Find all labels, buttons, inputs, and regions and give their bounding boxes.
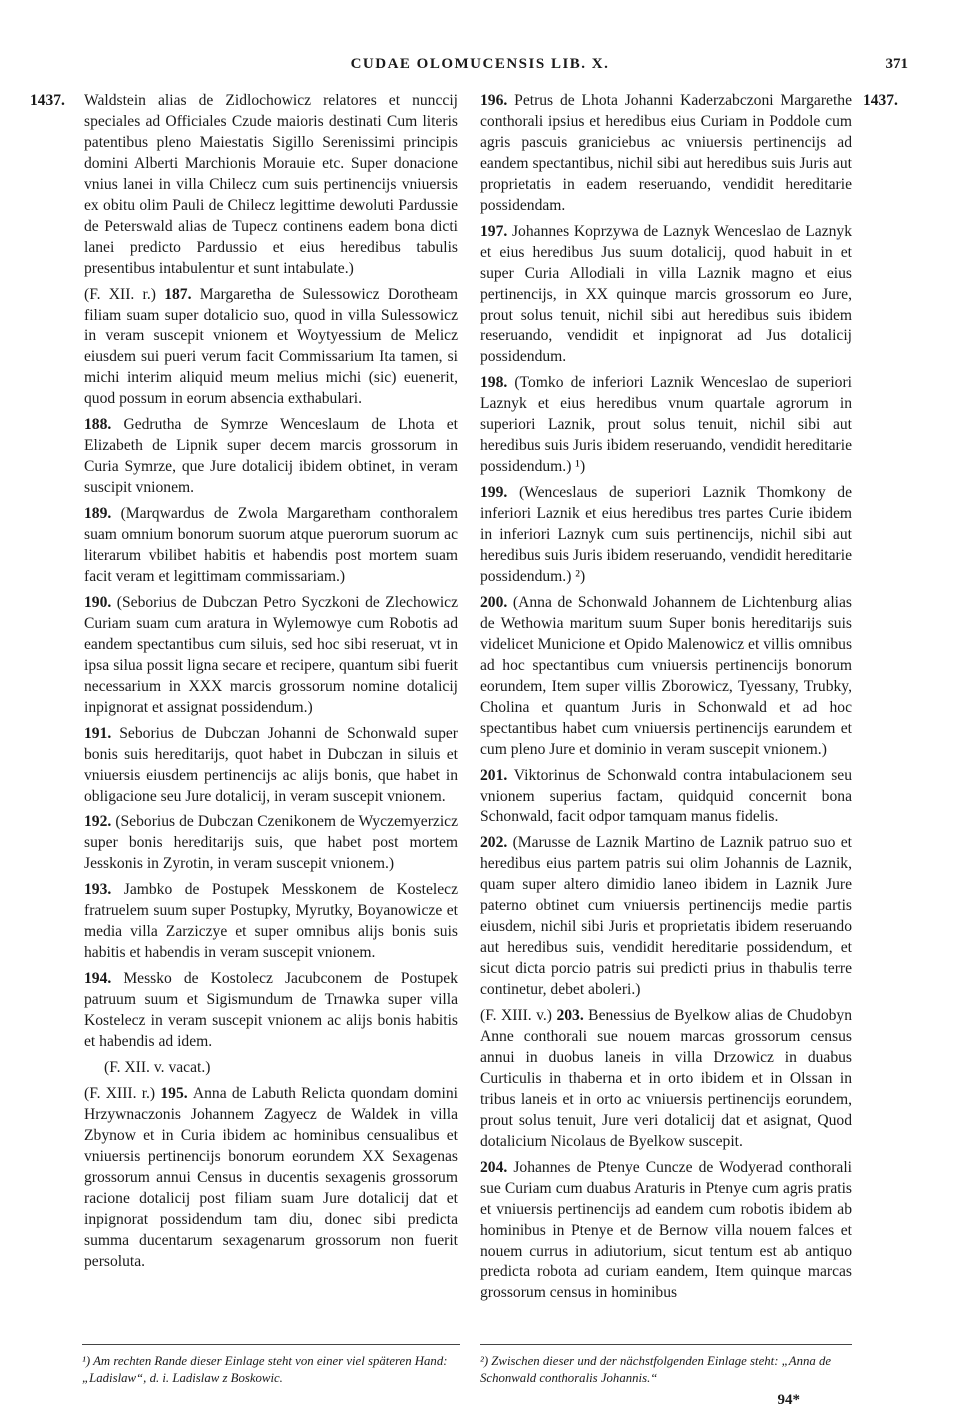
- running-head: [0, 56, 960, 76]
- entry-text: (Tomko de inferiori Laznik Wenceslao de superiori Laznyk et eius heredibus vnum quartale agrorum in superiori Laznik, prout solus tenuit, nichil sibi aut heredibus suis Juris ibidem reseruando, vendidit hereditarie possidendum.) ¹): [480, 374, 852, 476]
- footnote-rule-left: [82, 1344, 460, 1345]
- entry-paragraph: [84, 504, 458, 588]
- entry-number: 203.: [556, 1007, 589, 1025]
- footnote-left: ¹) Am rechten Rande dieser Einlage steht von einer viel späteren Hand: „Ladislaw“, d. i. Ladislaw z Boskowic.: [82, 1354, 448, 1385]
- entry-number: 195.: [160, 1084, 193, 1102]
- entry-text: Anna de Labuth Relicta quondam domini Hrzywnaczonis Johannem Zagyecz de Waldek in villa Zbynow et in Curia ibidem ac hominibus censualibus et vniuersis pertinencijs bonorum eorundem XX Sexagenas grossorum annui Census in ducentis sexagenis grossorum racione dotalicij post filiam suam Jure dotalicij dat et inpignorat possidendum tam diu, donec sibi predicta summa ducentarum sexagenarum grossorum non fuerit persoluta.: [84, 1084, 459, 1270]
- entry-paragraph: [84, 593, 458, 719]
- entry-number: 201.: [480, 766, 514, 784]
- entry-paragraph: [480, 1158, 852, 1305]
- folio-marker: (F. XIII. v.): [480, 1007, 557, 1025]
- entry-paragraph: [480, 373, 852, 478]
- entry-text: Viktorinus de Schonwald contra intabulacionem seu vnionem superius factam, quidquid concernit bona Schonwald, facit odpor tamquam manus fidelis.: [480, 766, 852, 826]
- entry-text: Petrus de Lhota Johanni Kaderzabczoni Margarethe conthorali ipsius et heredibus eius Curiam in Poddole cum agris pascuis graniciebus ac vniuersis pertinencijs ad eandem spectantibus, nichil sibi aut heredibus suis Juris aut proprietatis in eadem reseruando, vendidit hereditarie possidendam.: [480, 92, 853, 214]
- year-marker-right: 1437.: [863, 92, 898, 109]
- entry-number: 197.: [480, 222, 512, 240]
- entry-paragraph: [480, 593, 852, 761]
- entry-text: Margaretha de Sulessowicz Dorotheam filiam suam super dotalicio suo, quod in villa Sulessowicz in veram suscepit vnionem et Woytyessium de Melicz eiusdem sui pueri verum facit Commissarium Ita tamen, si michi interim aliquid meum melius michi (sic) euenerit, quod possum in eorum absencia exthabulari.: [84, 285, 458, 408]
- entry-paragraph: [84, 812, 458, 875]
- entry-number: 192.: [84, 813, 116, 831]
- entry-number: 190.: [84, 593, 117, 611]
- year-marker-left: 1437.: [30, 92, 65, 109]
- entry-paragraph: [480, 1006, 852, 1153]
- entry-paragraph: [84, 285, 458, 411]
- footnote-right: ²) Zwischen dieser und der nächstfolgenden Einlage steht: „Anna de Schonwald conthoralis Johannis.“: [480, 1354, 832, 1385]
- entry-number: 188.: [84, 416, 124, 434]
- entry-text: Waldstein alias de Zidlochowicz relatores et nunccij speciales ad Officiales Czude maioris destinati Cum literis patentibus pleno Maiestatis Sigillo Serenissimi principis domini Alberti Marchionis Morauie etc. Super donacione vnius lanei in villa Chilecz cum suis pertinencijs vniuersis ex obitu olim Pauli de Chilecz legittime dewoluti Pardussie de Peterswald alias de Tupecz continens eadem bona dicti lanei predicto Pardussio et eius heredibus tabulis presentibus intabulentur et sunt intabulate.): [84, 92, 458, 277]
- signature-mark: 94*: [777, 1392, 800, 1408]
- entry-number: 196.: [480, 92, 515, 109]
- folio-marker: (F. XIII. r.): [84, 1084, 161, 1102]
- entry-paragraph: [480, 222, 852, 369]
- entry-text: (Wenceslaus de superiori Laznik Thomkony de inferiori Laznik et eius heredibus tres partes Curie ibidem in inferiori Laznyk cum suis pertinencijs, nichil sibi aut heredibus suis Juris ibidem reseruando, vendidit hereditarie possidendum.) ²): [480, 484, 852, 585]
- entry-text: Jambko de Postupek Messkonem de Kostelecz fratruelem suum super Postupky, Myrutky, Boyanowicze et media villa Zarziczye et super omnibus alijs bonis suis habitis et habendis in veram suscepit vnionem.: [84, 881, 458, 962]
- entry-text: Messko de Kostolecz Jacubconem de Postupek patruum suum et Sigismundum de Trnawka super villa Kostelecz in veram suscepit vnionem ac alijs bonis habitis et habendis ad idem.: [84, 970, 458, 1050]
- entry-text: Johannes de Ptenye Cuncze de Wodyerad conthorali sue Curiam cum duabus Araturis in Ptenye cum agris pratis et vniuersis pertinencijs ad eandem cum robotis ibidem ab hominibus in Ptenye et de Bernow villa nouem falces et nouem currus in adiutorium, sicut tentum est ab antiquo predicta robota ad curiam eandem, Item quinque marcas grossorum census in hominibus: [480, 1158, 852, 1302]
- entry-paragraph: [480, 483, 852, 588]
- entry-paragraph: [480, 91, 852, 217]
- entry-text: Benessius de Byelkow alias de Chudobyn Anne conthorali sue nouem marcas grossorum census annui in duobus laneis in villa Drzowicz in duabus Curticulis in thaberna et in orto ibidem et in Olssan in tribus laneis et in orto ac vniuersis pertinencijs eorundem, prout solus tenuit, Jure veri dotalicij dat et asignat, Quod dotalicium Nicolaus de Byelkow suscepit.: [480, 1007, 853, 1150]
- entry-paragraph: [84, 724, 458, 808]
- entry-text: (Marusse de Laznik Martino de Laznik patruo suo et heredibus eius partem patris sui olim Johannis de Laznik, quam super altero dimidio laneo ibidem in Laznik Jure paterno obtinet cum vniuersis pertinencijs medie partis eiusdem, nichil sibi Juris et proprietatis ibidem reseruando aut heredibus suis, vendidit hereditarie possidendum, et sicut dicta porcio patris sui predicti prius in thabulis terre continetur, debet aboleri.): [480, 834, 853, 999]
- entry-number: 202.: [480, 834, 513, 852]
- entry-number: 187.: [164, 285, 200, 303]
- entry-number: 198.: [480, 374, 515, 392]
- entry-paragraph: [480, 833, 852, 1001]
- entry-text: (Seborius de Dubczan Petro Syczkoni de Zlechowicz Curiam suam cum aratura in Wylemowye cum Robotis ad eandem spectantibus cum siluis, sed hoc sibi reseruat, vt in ipsa silua possit ligna secare et recipere, quantum sibi fuerit necessarium in XXX marcis grossorum nomine dotalicij inpignorat et assignat possidendum.): [84, 593, 458, 716]
- entry-text: Johannes Koprzywa de Laznyk Wenceslao de Laznyk et eius heredibus Jus suum dotalicij, quod habuit in et super Curia Allodiali in villa Laznik magno et eius pertinencijs, in XX quinque marcis grossorum eo Jure, prout solus tenuit, nichil sibi aut heredibus suis ibidem reseruando, vendidit et inpignorat ad Jus dotalicij possidendum.: [480, 222, 853, 366]
- left-column: [84, 91, 458, 1277]
- page-number: 371: [885, 56, 908, 72]
- entry-number: 194.: [84, 970, 124, 988]
- entry-paragraph: [84, 880, 458, 964]
- entry-text: (Marqwardus de Zwola Margaretham conthoralem suam omnium bonorum suorum atque puerorum suorum ac literarum vbilibet habitis et habendis post mortem suam facit veram et legittimam commissariam.): [84, 505, 458, 585]
- entry-text: (Anna de Schonwald Johannem de Lichtenburg alias de Wethowia maritum suum Super bonis hereditarijs suis videlicet Municione et Opido Malenowicz et villis omnibus ad hoc spectantibus cum vniuersis pertinencijs bonorum eorundem, Item super villis Zborowicz, Tyessany, Trubky, Cholina et quantum Juris in Schonwald et ad hoc spectantibus habet cum vniuersis pertinencijs earundem et cum pleno Jure et dominio in veram suscepit vnionem.): [480, 593, 853, 758]
- entry-text: (Seborius de Dubczan Czenikonem de Wyczemyerzicz super bonis hereditarijs suis, que habet post mortem Jesskonis in Zyrotin, in veram suscepit vnionem.): [84, 813, 458, 873]
- footnote-rule-right: [480, 1344, 852, 1345]
- entry-number: 200.: [480, 593, 513, 611]
- entry-paragraph: [84, 969, 458, 1053]
- entry-number: 189.: [84, 505, 121, 523]
- right-column: [480, 91, 852, 1309]
- entry-number: 191.: [84, 724, 120, 742]
- entry-number: 199.: [480, 484, 519, 502]
- entry-paragraph: [84, 1084, 458, 1273]
- entry-paragraph: [84, 1058, 458, 1079]
- entry-text: Gedrutha de Symrze Wenceslaum de Lhota et Elizabeth de Lipnik super decem marcis grossorum in Curia Symrze, que Jure dotalicij ibidem obtinet, in veram suscipit vnionem.: [84, 416, 459, 497]
- folio-marker: (F. XII. r.): [84, 285, 165, 303]
- entry-number: 204.: [480, 1158, 514, 1176]
- running-head-title: CUDAE OLOMUCENSIS LIB. X.: [350, 56, 610, 72]
- entry-paragraph: [84, 91, 458, 280]
- entry-text: (F. XII. v. vacat.): [104, 1058, 211, 1076]
- entry-paragraph: [84, 415, 458, 499]
- entry-text: Seborius de Dubczan Johanni de Schonwald super bonis suis hereditarijs, quot habet in Dubczan in siluis et vniuersis eiusdem pertinencijs ac alijs bonis, que habet in obligacione seu Jure dotalicij, in veram suscepit vnionem.: [84, 724, 459, 805]
- entry-paragraph: [480, 766, 852, 829]
- entry-number: 193.: [84, 881, 124, 899]
